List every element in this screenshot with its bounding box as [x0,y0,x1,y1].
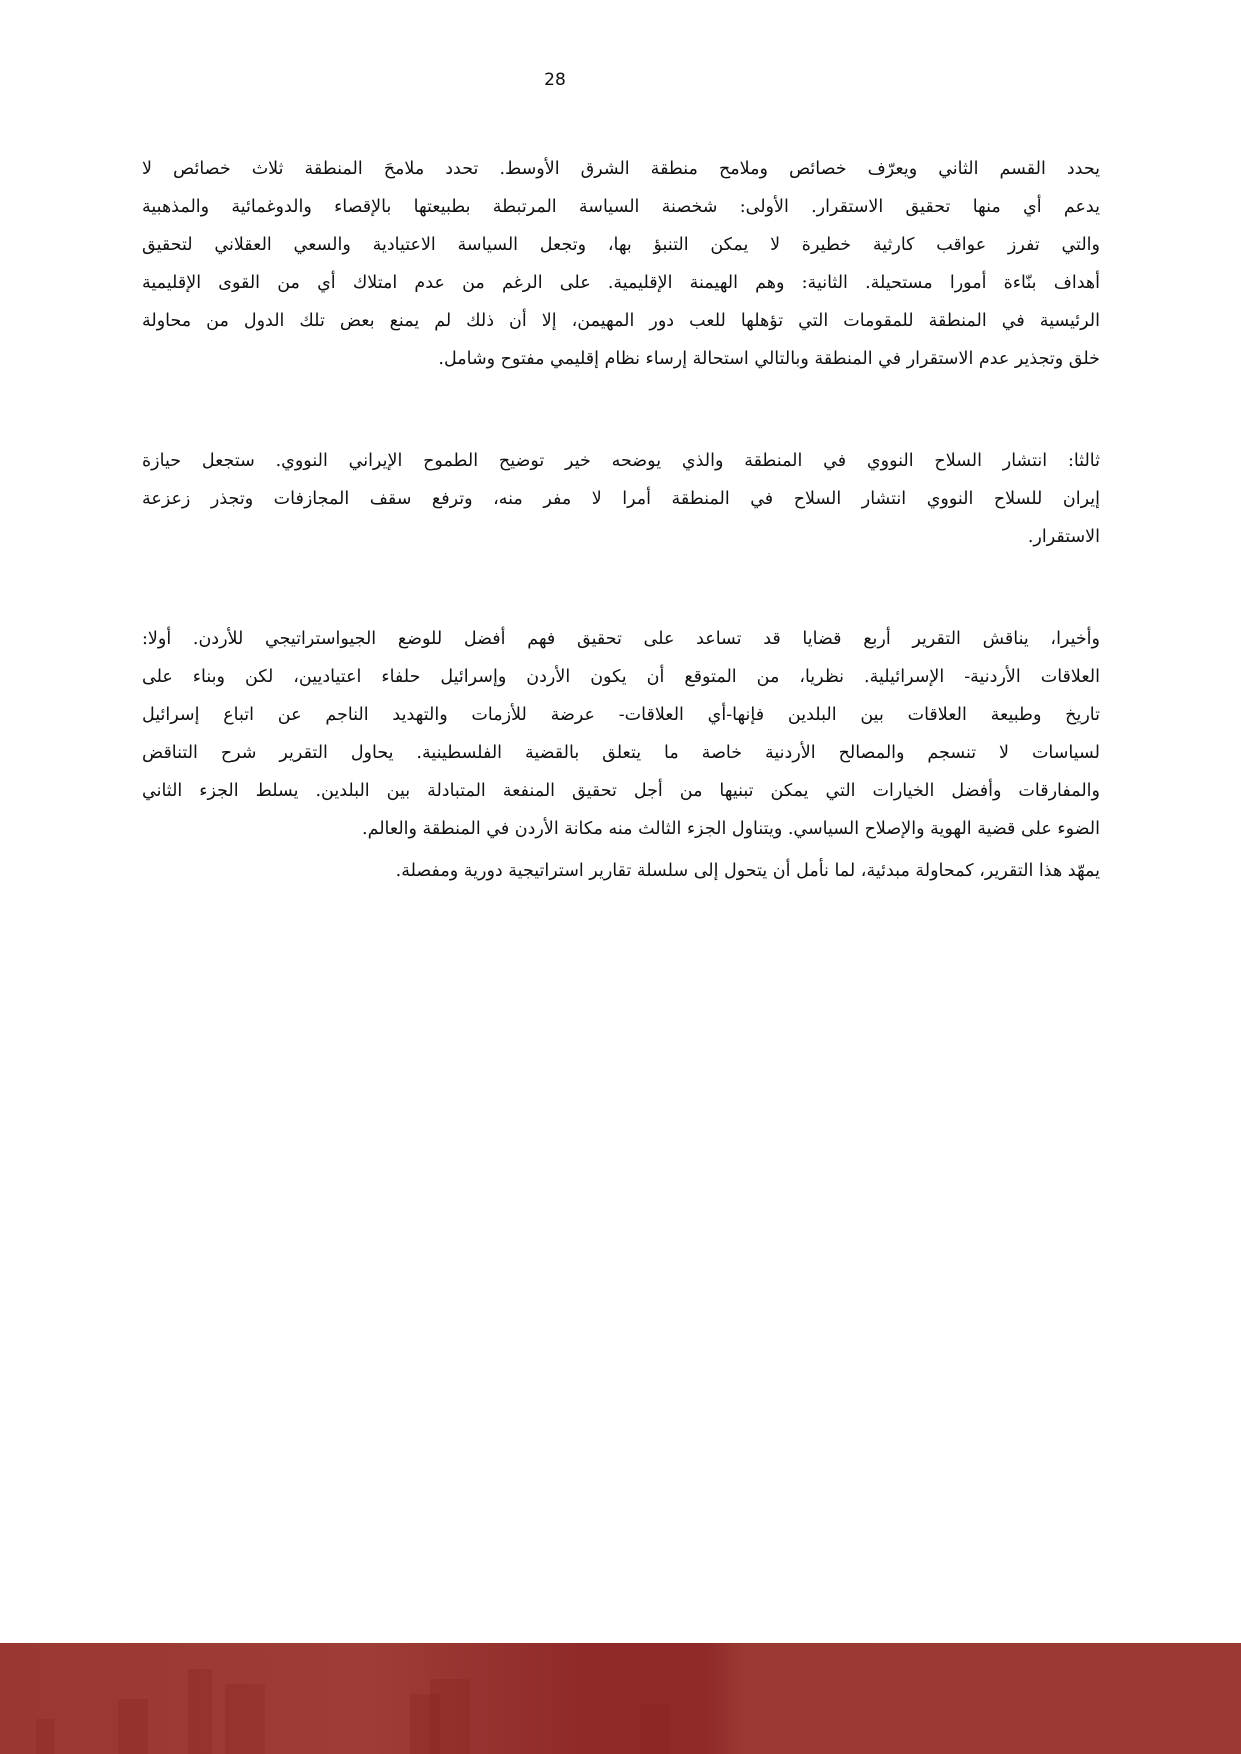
paragraph-jordan-issues [142,620,1100,848]
skyline-building [188,1669,212,1754]
footer-skyline-banner [0,1643,1241,1754]
text-line: الضوء على قضية الهوية والإصلاح السياسي. ويتناول الجزء الثالث منه مكانة الأردن في المنطقة والعالم. [362,819,1100,839]
page-number: 28 [544,70,566,90]
text-line: تاريخ وطبيعة العلاقات بين البلدين فإنها-أي العلاقات- عرضة للأزمات والتهديد الناجم عن اتباع إسرائيل [142,705,1100,725]
paragraph-conclusion [142,852,1100,890]
text-line: الاستقرار. [1027,527,1100,547]
text-line: لسياسات لا تنسجم والمصالح الأردنية خاصة ما يتعلق بالقضية الفلسطينية. يحاول التقرير شرح التناقض [142,743,1100,763]
skyline-building [118,1699,148,1754]
text-line: يدعم أي منها تحقيق الاستقرار. الأولى: شخصنة السياسة المرتبطة بطبيعتها بالإقصاء والدوغمائية والمذهبية [142,197,1100,217]
text-line: والمفارقات وأفضل الخيارات التي يمكن تبنيها من أجل تحقيق المنفعة المتبادلة بين البلدين. يسلط الجزء الثاني [142,781,1100,801]
text-line: إيران للسلاح النووي انتشار السلاح في المنطقة أمرا لا مفر منه، وترفع سقف المجازفات وتجذر زعزعة [142,489,1100,509]
text-line: العلاقات الأردنية- الإسرائيلية. نظريا، من المتوقع أن يكون الأردن وإسرائيل حلفاء اعتياديين، لكن وبناء على [142,667,1100,687]
text-line: ثالثا: انتشار السلاح النووي في المنطقة والذي يوضحه خير توضيح الطموح الإيراني النووي. ستجعل حيازة [142,451,1100,471]
text-line: أهداف بنّاءة أمورا مستحيلة. الثانية: وهم الهيمنة الإقليمية. على الرغم من عدم امتلاك أي من القوى الإقليمية [142,273,1100,293]
skyline-building [430,1679,470,1754]
paragraph-regional-characteristics [142,150,1100,378]
text-line: يمهّد هذا التقرير، كمحاولة مبدئية، لما نأمل أن يتحول إلى سلسلة تقارير استراتيجية دورية ومفصلة. [395,861,1100,881]
skyline-building [36,1719,54,1754]
text-line: وأخيرا، يناقش التقرير أربع قضايا قد تساعد على تحقيق فهم أفضل للوضع الجيواستراتيجي للأردن. أولا: [142,629,1100,649]
skyline-building [640,1704,670,1754]
text-line: الرئيسية في المنطقة للمقومات التي تؤهلها للعب دور المهيمن، إلا أن ذلك لم يمنع بعض تلك الدول من محاولة [142,311,1100,331]
skyline-building [225,1684,265,1754]
text-line: والتي تفرز عواقب كارثية خطيرة لا يمكن التنبؤ بها، وتجعل السياسة الاعتيادية والسعي العقلاني لتحقيق [142,235,1100,255]
text-line: خلق وتجذير عدم الاستقرار في المنطقة وبالتالي استحالة إرساء نظام إقليمي مفتوح وشامل. [438,349,1100,369]
paragraph-nuclear-proliferation [142,442,1100,556]
text-line: يحدد القسم الثاني ويعرّف خصائص وملامح منطقة الشرق الأوسط. تحدد ملامحَ المنطقة ثلاث خصائص لا [142,159,1100,179]
